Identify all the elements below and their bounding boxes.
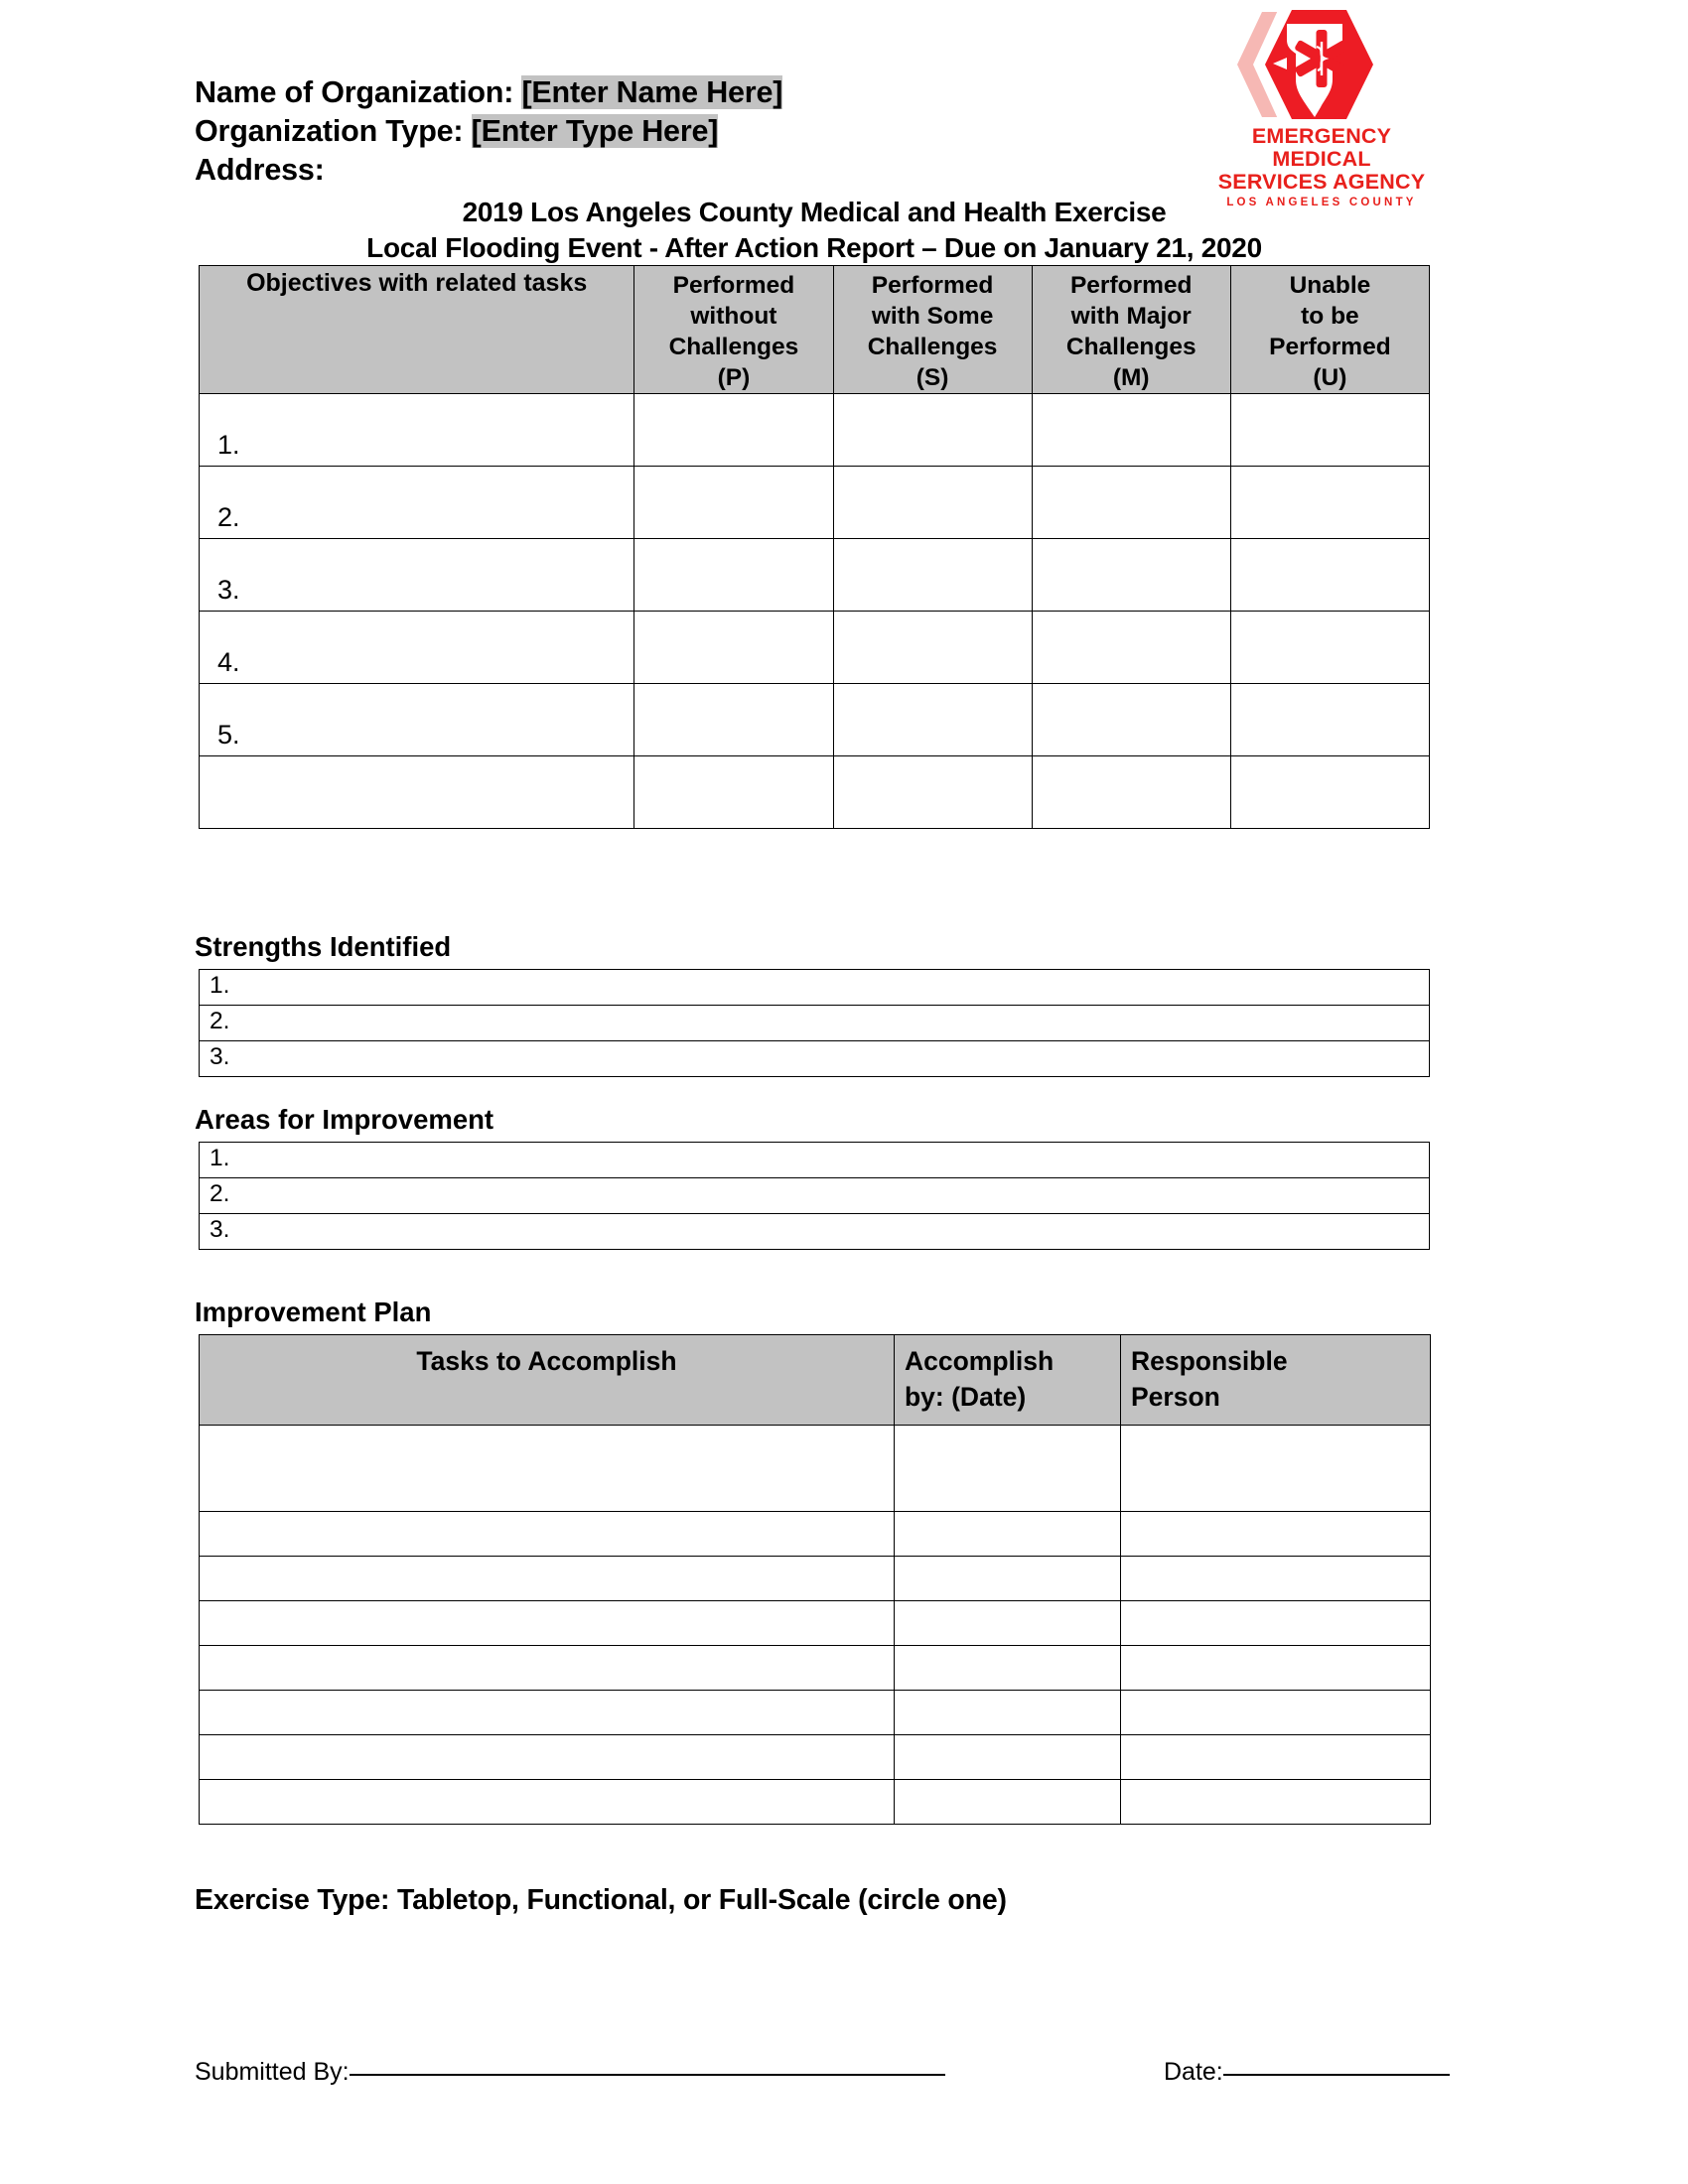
area-row-3[interactable]: 3. <box>200 1214 1430 1250</box>
improvement-person-cell[interactable] <box>1121 1512 1431 1557</box>
objective-row-number: 2. <box>217 502 240 532</box>
objective-cell-u[interactable] <box>1230 539 1429 612</box>
improvement-plan-table <box>199 1334 1431 1825</box>
improvement-date-cell[interactable] <box>895 1426 1121 1512</box>
table-row <box>200 1691 1431 1735</box>
list-item <box>200 1143 1430 1178</box>
improvement-date-cell[interactable] <box>895 1601 1121 1646</box>
list-item <box>200 1006 1430 1041</box>
logo-line-1: EMERGENCY MEDICAL <box>1251 124 1392 171</box>
list-item <box>200 1041 1430 1077</box>
table-row <box>200 612 1430 684</box>
table-row <box>200 1557 1431 1601</box>
document-title-line-1: 2019 Los Angeles County Medical and Health Exercise <box>462 197 1167 227</box>
objective-cell-s[interactable] <box>833 612 1032 684</box>
table-row <box>200 756 1430 829</box>
objectives-table <box>199 265 1430 829</box>
strength-row-2[interactable]: 2. <box>200 1006 1430 1041</box>
date-line[interactable] <box>1223 2073 1450 2076</box>
improvement-header-accomplish-by-date: Accomplish by: (Date) <box>895 1335 1121 1426</box>
areas-for-improvement-label: Areas for Improvement <box>195 1104 494 1135</box>
improvement-header-tasks: Tasks to Accomplish <box>200 1335 895 1426</box>
improvement-header-responsible-person: Responsible Person <box>1121 1335 1431 1426</box>
improvement-person-cell[interactable] <box>1121 1691 1431 1735</box>
table-row <box>200 1512 1431 1557</box>
objective-cell-s[interactable] <box>833 684 1032 756</box>
improvement-task-cell[interactable] <box>200 1426 895 1512</box>
table-row <box>200 467 1430 539</box>
submitted-by-field <box>195 2058 945 2087</box>
improvement-date-cell[interactable] <box>895 1780 1121 1825</box>
objective-cell-p[interactable] <box>634 467 833 539</box>
improvement-task-cell[interactable] <box>200 1601 895 1646</box>
objective-cell-s[interactable] <box>833 756 1032 829</box>
objective-cell-p[interactable] <box>634 394 833 467</box>
objectives-header-unable-to-be-performed: Unable to be Performed (U) <box>1230 266 1429 394</box>
objectives-header-performed-without-challenges: Performed without Challenges (P) <box>634 266 833 394</box>
improvement-person-cell[interactable] <box>1121 1601 1431 1646</box>
improvement-task-cell[interactable] <box>200 1780 895 1825</box>
improvement-task-cell[interactable] <box>200 1735 895 1780</box>
objective-cell-m[interactable] <box>1032 684 1230 756</box>
improvement-plan-label: Improvement Plan <box>195 1297 432 1327</box>
objective-cell-m[interactable] <box>1032 756 1230 829</box>
objective-row-number-cell[interactable] <box>200 612 634 684</box>
objective-row-number: 5. <box>217 720 240 750</box>
improvement-task-cell[interactable] <box>200 1691 895 1735</box>
submitted-by-label: Submitted By: <box>195 2058 350 2086</box>
organization-name-label: Name of Organization: <box>195 75 514 109</box>
table-row <box>200 1426 1431 1512</box>
star-of-life-hexagon-logo <box>1207 4 1436 125</box>
strength-row-3[interactable]: 3. <box>200 1041 1430 1077</box>
area-row-2[interactable]: 2. <box>200 1178 1430 1214</box>
organization-type-label: Organization Type: <box>195 114 464 148</box>
improvement-person-cell[interactable] <box>1121 1557 1431 1601</box>
organization-type-row <box>195 114 718 149</box>
improvement-date-cell[interactable] <box>895 1557 1121 1601</box>
objective-cell-m[interactable] <box>1032 539 1230 612</box>
objective-row-number: 4. <box>217 647 240 677</box>
improvement-plan-header-row <box>200 1335 1431 1426</box>
objective-cell-u[interactable] <box>1230 684 1429 756</box>
objectives-header-performed-with-some-challenges: Performed with Some Challenges (S) <box>833 266 1032 394</box>
objective-cell-s[interactable] <box>833 539 1032 612</box>
areas-for-improvement-table <box>199 1142 1430 1250</box>
improvement-task-cell[interactable] <box>200 1512 895 1557</box>
table-row <box>200 1601 1431 1646</box>
objectives-header-performed-with-major-challenges: Performed with Major Challenges (M) <box>1032 266 1230 394</box>
improvement-date-cell[interactable] <box>895 1512 1121 1557</box>
improvement-person-cell[interactable] <box>1121 1426 1431 1512</box>
improvement-task-cell[interactable] <box>200 1646 895 1691</box>
date-field <box>1164 2058 1450 2087</box>
improvement-task-cell[interactable] <box>200 1557 895 1601</box>
strengths-identified-label: Strengths Identified <box>195 931 452 962</box>
objective-row-number-cell[interactable] <box>200 756 634 829</box>
table-row <box>200 1735 1431 1780</box>
table-row <box>200 539 1430 612</box>
area-row-1[interactable]: 1. <box>200 1143 1430 1178</box>
objective-row-number-cell[interactable] <box>200 394 634 467</box>
objective-cell-u[interactable] <box>1230 612 1429 684</box>
objectives-header-row <box>200 266 1430 394</box>
emsa-logo <box>1207 4 1436 208</box>
improvement-person-cell[interactable] <box>1121 1780 1431 1825</box>
objective-cell-u[interactable] <box>1230 467 1429 539</box>
document-title-line-2: Local Flooding Event - After Action Report – Due on January 21, 2020 <box>366 232 1262 263</box>
logo-line-2: SERVICES AGENCY <box>1217 170 1426 194</box>
objective-row-number: 3. <box>217 575 240 605</box>
objective-cell-u[interactable] <box>1230 394 1429 467</box>
organization-type-input[interactable]: [Enter Type Here] <box>471 114 719 148</box>
list-item <box>200 970 1430 1006</box>
objective-cell-p[interactable] <box>634 756 833 829</box>
organization-name-row <box>195 75 782 110</box>
objective-cell-m[interactable] <box>1032 467 1230 539</box>
list-item <box>200 1178 1430 1214</box>
objective-cell-m[interactable] <box>1032 612 1230 684</box>
objective-cell-p[interactable] <box>634 539 833 612</box>
strengths-identified-table <box>199 969 1430 1077</box>
date-label: Date: <box>1164 2058 1223 2086</box>
submitted-by-line[interactable] <box>350 2073 945 2076</box>
organization-name-input[interactable]: [Enter Name Here] <box>521 75 783 109</box>
table-row <box>200 684 1430 756</box>
table-row <box>200 394 1430 467</box>
improvement-date-cell[interactable] <box>895 1691 1121 1735</box>
objectives-header-objectives: Objectives with related tasks <box>200 266 634 394</box>
objective-cell-s[interactable] <box>833 467 1032 539</box>
improvement-date-cell[interactable] <box>895 1735 1121 1780</box>
strength-row-1[interactable]: 1. <box>200 970 1430 1006</box>
objective-cell-m[interactable] <box>1032 394 1230 467</box>
improvement-person-cell[interactable] <box>1121 1646 1431 1691</box>
objective-row-number-cell[interactable] <box>200 684 634 756</box>
objective-row-number: 1. <box>217 430 240 460</box>
objective-cell-u[interactable] <box>1230 756 1429 829</box>
exercise-type-text: Exercise Type: Tabletop, Functional, or Full-Scale (circle one) <box>195 1884 1007 1916</box>
objective-row-number-cell[interactable] <box>200 539 634 612</box>
list-item <box>200 1214 1430 1250</box>
logo-line-3: LOS ANGELES COUNTY <box>1226 197 1417 208</box>
objective-cell-p[interactable] <box>634 684 833 756</box>
objective-cell-p[interactable] <box>634 612 833 684</box>
table-row <box>200 1780 1431 1825</box>
improvement-date-cell[interactable] <box>895 1646 1121 1691</box>
table-row <box>200 1646 1431 1691</box>
objective-cell-s[interactable] <box>833 394 1032 467</box>
objective-row-number-cell[interactable] <box>200 467 634 539</box>
address-label: Address: <box>195 153 325 187</box>
improvement-person-cell[interactable] <box>1121 1735 1431 1780</box>
